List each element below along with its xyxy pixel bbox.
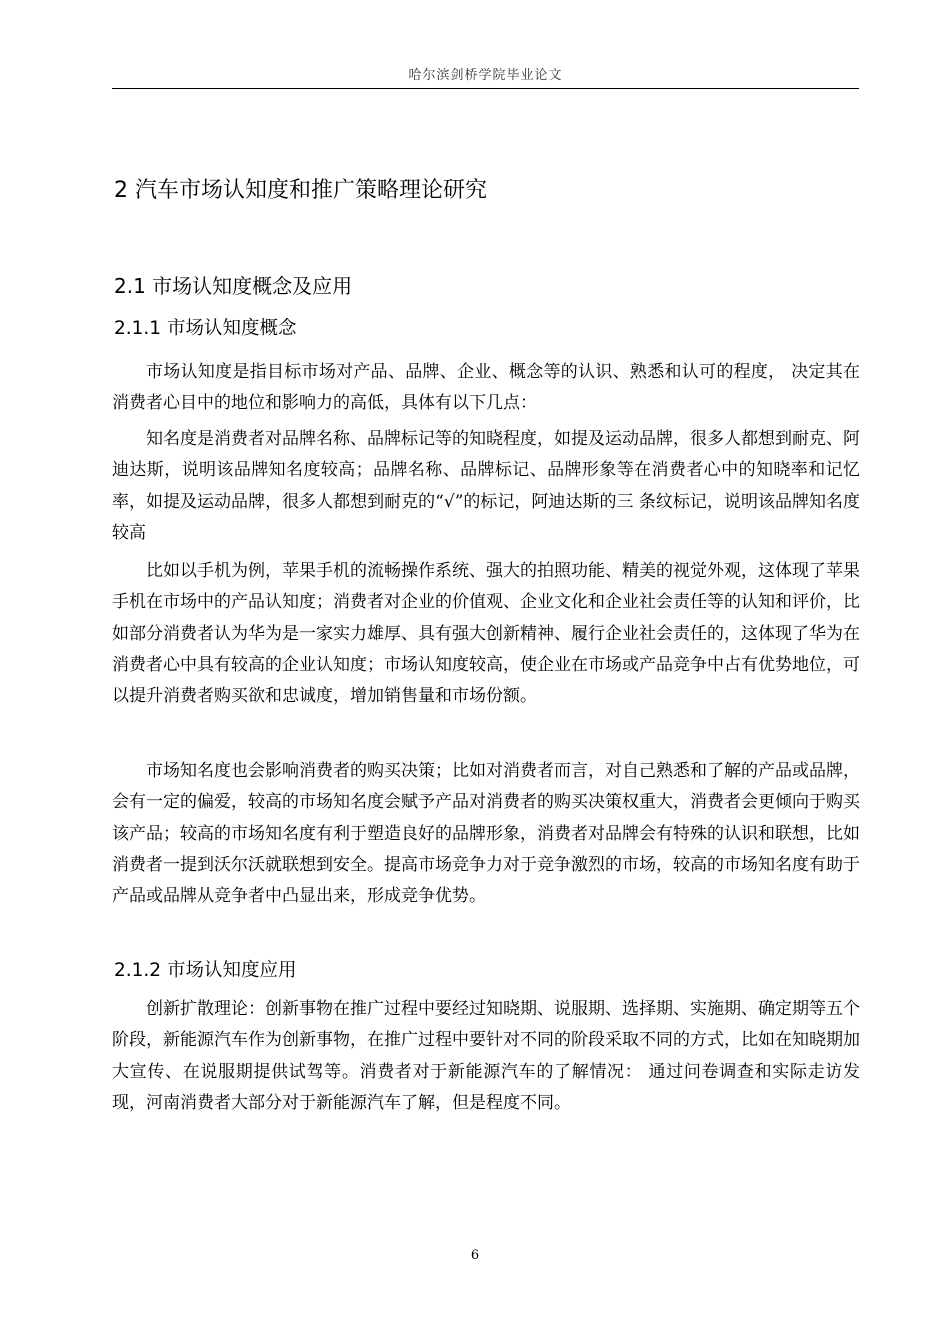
- section-heading: 2.1 市场认知度概念及应用: [114, 274, 353, 298]
- page-number: 6: [470, 1248, 480, 1263]
- subsection-heading-application: 2.1.2 市场认知度应用: [114, 960, 297, 981]
- paragraph-diffusion-theory: 创新扩散理论：创新事物在推广过程中要经过知晓期、说服期、选择期、实施期、确定期等五个阶段，新能源汽车作为创新事物，在推广过程中要针对不同的阶段采取不同的方式，比如在知晓期加大宣传、在说服期提供试驾等。消费者对于新能源汽车的了解情况： 通过问卷调查和实际走访发现，河南消费者大部分对于新能源汽车了解，但是程度不同。: [112, 999, 860, 1113]
- paragraph-definition: 市场认知度是指目标市场对产品、品牌、企业、概念等的认识、熟悉和认可的程度， 决定其在消费者心目中的地位和影响力的高低，具体有以下几点：: [112, 362, 860, 414]
- chapter-heading: 2 汽车市场认知度和推广策略理论研究: [114, 178, 487, 203]
- header-rule: [112, 88, 859, 89]
- running-header: 哈尔滨剑桥学院毕业论文: [408, 68, 563, 83]
- paragraph-awareness: 知名度是消费者对品牌名称、品牌标记等的知晓程度，如提及运动品牌，很多人都想到耐克、阿迪达斯，说明该品牌知名度较高；品牌名称、品牌标记、品牌形象等在消费者心中的知晓率和记忆率，如提及运动品牌，很多人都想到耐克的“√”的标记，阿迪达斯的三 条纹标记，说明该品牌知名度较高: [112, 429, 860, 543]
- paragraph-purchase-decision: 市场知名度也会影响消费者的购买决策；比如对消费者而言，对自己熟悉和了解的产品或品牌，会有一定的偏爱，较高的市场知名度会赋予产品对消费者的购买决策权重大，消费者会更倾向于购买该产品；较高的市场知名度有利于塑造良好的品牌形象，消费者对品牌会有特殊的认识和联想，比如消费者一提到沃尔沃就联想到安全。提高市场竞争力对于竞争激烈的市场，较高的市场知名度有助于产品或品牌从竞争者中凸显出来，形成竞争优势。: [112, 761, 860, 907]
- subsection-heading-concept: 2.1.1 市场认知度概念: [114, 318, 297, 339]
- paragraph-example: 比如以手机为例，苹果手机的流畅操作系统、强大的拍照功能、精美的视觉外观，这体现了苹果手机在市场中的产品认知度；消费者对企业的价值观、企业文化和企业社会责任等的认知和评价，比如部分消费者认为华为是一家实力雄厚、具有强大创新精神、履行企业社会责任的，这体现了华为在消费者心中具有较高的企业认知度；市场认知度较高，使企业在市场或产品竞争中占有优势地位，可以提升消费者购买欲和忠诚度，增加销售量和市场份额。: [112, 561, 860, 707]
